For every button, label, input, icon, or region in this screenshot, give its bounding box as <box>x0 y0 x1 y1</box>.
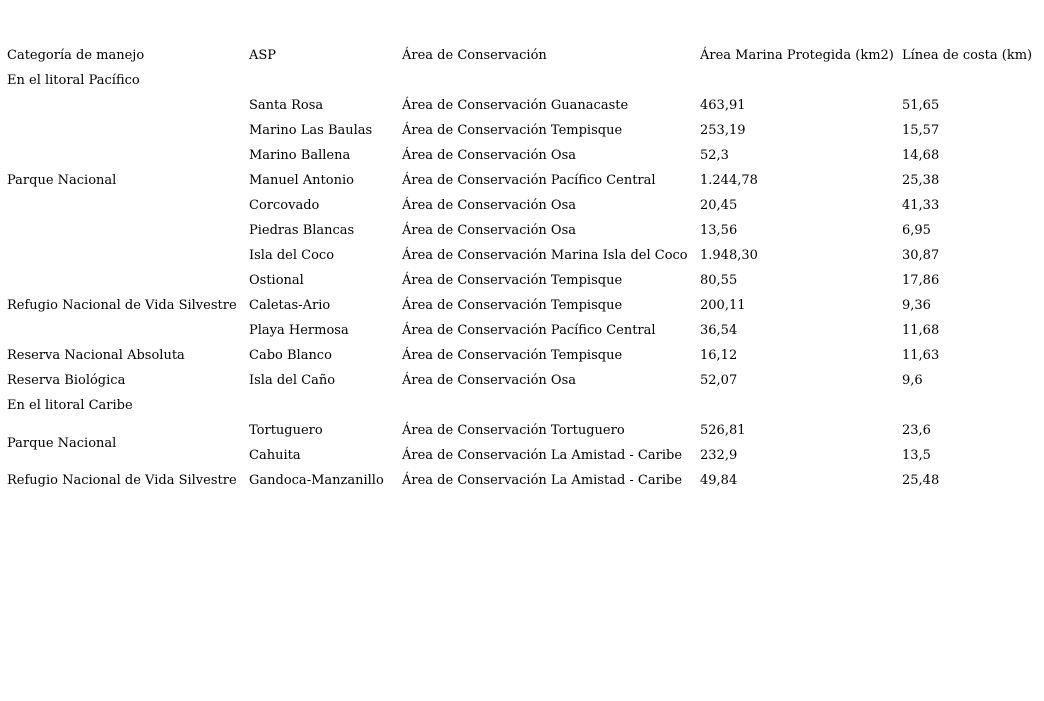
marina-cell: 200,11 <box>700 298 746 313</box>
category-cell <box>5 143 247 168</box>
asp-cell: Corcovado <box>249 198 320 213</box>
costa-cell: 15,57 <box>902 123 940 138</box>
protected-areas-table <box>5 43 1034 493</box>
header-costa: Línea de costa (km) <box>902 48 1033 63</box>
table-row <box>5 143 1034 168</box>
table-row <box>5 243 1034 268</box>
header-row <box>5 43 1034 68</box>
section-pacifico: En el litoral Pacífico <box>7 73 140 88</box>
area-cell: Área de Conservación La Amistad - Caribe <box>402 473 683 488</box>
category-cell <box>5 193 247 218</box>
asp-cell: Cabo Blanco <box>249 348 332 363</box>
category-cell: Parque Nacional <box>7 173 117 188</box>
costa-cell: 41,33 <box>902 198 940 213</box>
area-cell: Área de Conservación La Amistad - Caribe <box>402 448 683 463</box>
section-caribe: En el litoral Caribe <box>7 398 133 413</box>
costa-cell: 14,68 <box>902 148 940 163</box>
table-row <box>5 368 1034 393</box>
asp-cell: Caletas-Ario <box>249 298 331 313</box>
category-cell <box>5 118 247 143</box>
marina-cell: 1.948,30 <box>700 248 758 263</box>
header-area: Área de Conservación <box>402 48 547 63</box>
asp-cell: Ostional <box>249 273 304 288</box>
table-row <box>5 418 1034 443</box>
area-cell: Área de Conservación Marina Isla del Coco <box>402 248 688 263</box>
costa-cell: 23,6 <box>902 423 931 438</box>
category-cell <box>5 218 247 243</box>
table-row <box>5 268 1034 293</box>
asp-cell: Manuel Antonio <box>249 173 354 188</box>
marina-cell: 13,56 <box>700 223 738 238</box>
asp-cell: Tortuguero <box>249 423 323 438</box>
category-cell: Parque Nacional <box>7 435 117 451</box>
asp-cell: Isla del Caño <box>249 373 336 388</box>
area-cell: Área de Conservación Tempisque <box>402 348 623 363</box>
marina-cell: 52,3 <box>700 148 729 163</box>
category-cell <box>5 268 247 293</box>
category-cell <box>5 243 247 268</box>
table-row <box>5 118 1034 143</box>
category-cell: Reserva Nacional Absoluta <box>7 348 185 363</box>
area-cell: Área de Conservación Tempisque <box>402 298 623 313</box>
asp-cell: Santa Rosa <box>249 98 324 113</box>
category-cell <box>5 318 247 343</box>
costa-cell: 6,95 <box>902 223 931 238</box>
area-cell: Área de Conservación Osa <box>402 198 576 213</box>
asp-cell: Piedras Blancas <box>249 223 355 238</box>
marina-cell: 52,07 <box>700 373 738 388</box>
costa-cell: 11,68 <box>902 323 940 338</box>
asp-cell: Isla del Coco <box>249 248 335 263</box>
costa-cell: 30,87 <box>902 248 940 263</box>
costa-cell: 51,65 <box>902 98 940 113</box>
header-categoria: Categoría de manejo <box>7 48 145 63</box>
area-cell: Área de Conservación Osa <box>402 373 576 388</box>
table-row <box>5 193 1034 218</box>
area-cell: Área de Conservación Tempisque <box>402 273 623 288</box>
area-cell: Área de Conservación Tortuguero <box>402 423 625 438</box>
header-marina: Área Marina Protegida (km2) <box>700 48 894 63</box>
marina-cell: 20,45 <box>700 198 738 213</box>
table-row <box>5 318 1034 343</box>
costa-cell: 17,86 <box>902 273 940 288</box>
section-row <box>5 68 1034 93</box>
costa-cell: 13,5 <box>902 448 931 463</box>
category-cell: Refugio Nacional de Vida Silvestre <box>7 298 237 313</box>
marina-cell: 526,81 <box>700 423 746 438</box>
table-row <box>5 343 1034 368</box>
asp-cell: Cahuita <box>249 448 301 463</box>
marina-cell: 463,91 <box>700 98 746 113</box>
costa-cell: 9,6 <box>902 373 923 388</box>
table-row <box>5 93 1034 118</box>
marina-cell: 49,84 <box>700 473 738 488</box>
section-row <box>5 393 1034 418</box>
costa-cell: 9,36 <box>902 298 931 313</box>
table-row <box>5 468 1034 493</box>
category-cell <box>5 93 247 118</box>
area-cell: Área de Conservación Guanacaste <box>402 98 629 113</box>
table-row <box>5 168 1034 193</box>
table-row <box>5 293 1034 318</box>
marina-cell: 253,19 <box>700 123 746 138</box>
asp-cell: Gandoca-Manzanillo <box>249 473 384 488</box>
area-cell: Área de Conservación Pacífico Central <box>402 173 656 188</box>
table-row <box>5 218 1034 243</box>
area-cell: Área de Conservación Pacífico Central <box>402 323 656 338</box>
costa-cell: 25,38 <box>902 173 940 188</box>
costa-cell: 11,63 <box>902 348 940 363</box>
costa-cell: 25,48 <box>902 473 940 488</box>
header-asp: ASP <box>249 48 277 63</box>
marina-cell: 232,9 <box>700 448 738 463</box>
marina-cell: 36,54 <box>700 323 738 338</box>
asp-cell: Marino Las Baulas <box>249 123 373 138</box>
marina-cell: 80,55 <box>700 273 738 288</box>
marina-cell: 1.244,78 <box>700 173 758 188</box>
asp-cell: Playa Hermosa <box>249 323 349 338</box>
category-cell: Refugio Nacional de Vida Silvestre <box>7 473 237 488</box>
category-cell: Reserva Biológica <box>7 373 126 388</box>
marina-cell: 16,12 <box>700 348 738 363</box>
area-cell: Área de Conservación Osa <box>402 148 576 163</box>
area-cell: Área de Conservación Tempisque <box>402 123 623 138</box>
area-cell: Área de Conservación Osa <box>402 223 576 238</box>
asp-cell: Marino Ballena <box>249 148 351 163</box>
